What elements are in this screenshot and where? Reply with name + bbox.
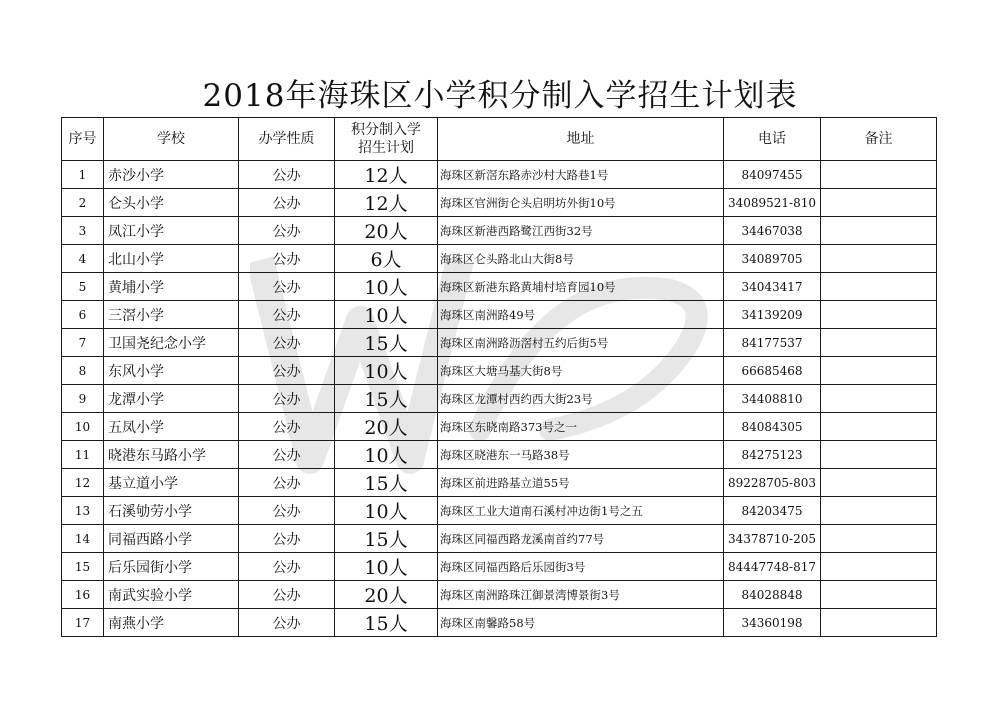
table-row — [62, 329, 937, 357]
row-school: 五凤小学 — [104, 413, 239, 441]
row-quota: 15人 — [335, 525, 438, 553]
row-phone: 34467038 — [724, 217, 821, 245]
row-note — [821, 441, 937, 469]
row-address: 海珠区新滘东路赤沙村大路巷1号 — [438, 161, 724, 189]
row-quota: 20人 — [335, 217, 438, 245]
row-address: 海珠区新港西路鹭江西街32号 — [438, 217, 724, 245]
row-nature: 公办 — [239, 413, 335, 441]
table-row — [62, 441, 937, 469]
row-school: 南武实验小学 — [104, 581, 239, 609]
row-phone: 34043417 — [724, 273, 821, 301]
row-nature: 公办 — [239, 161, 335, 189]
table-row — [62, 217, 937, 245]
row-school: 卫国尧纪念小学 — [104, 329, 239, 357]
row-nature: 公办 — [239, 497, 335, 525]
table-row — [62, 413, 937, 441]
row-address: 海珠区东晓南路373号之一 — [438, 413, 724, 441]
row-note — [821, 525, 937, 553]
row-note — [821, 301, 937, 329]
header-phone: 电话 — [724, 118, 821, 161]
row-address: 海珠区仑头路北山大街8号 — [438, 245, 724, 273]
table-row — [62, 301, 937, 329]
row-address: 海珠区同福西路龙溪南首约77号 — [438, 525, 724, 553]
row-quota: 15人 — [335, 609, 438, 637]
header-note: 备注 — [821, 118, 937, 161]
header-school: 学校 — [104, 118, 239, 161]
table-row — [62, 357, 937, 385]
header-nature: 办学性质 — [239, 118, 335, 161]
row-school: 北山小学 — [104, 245, 239, 273]
row-no: 3 — [62, 217, 104, 245]
row-address: 海珠区南馨路58号 — [438, 609, 724, 637]
row-note — [821, 469, 937, 497]
header-no: 序号 — [62, 118, 104, 161]
row-no: 10 — [62, 413, 104, 441]
row-school: 后乐园街小学 — [104, 553, 239, 581]
row-school: 晓港东马路小学 — [104, 441, 239, 469]
row-note — [821, 189, 937, 217]
row-phone: 84177537 — [724, 329, 821, 357]
row-address: 海珠区南洲路沥滘村五约后街5号 — [438, 329, 724, 357]
table-body — [62, 161, 937, 637]
table-row — [62, 273, 937, 301]
row-no: 2 — [62, 189, 104, 217]
row-quota: 15人 — [335, 329, 438, 357]
table-row — [62, 581, 937, 609]
row-note — [821, 609, 937, 637]
row-no: 1 — [62, 161, 104, 189]
row-phone: 84097455 — [724, 161, 821, 189]
table-row — [62, 245, 937, 273]
header-quota-line2: 招生计划 — [358, 140, 414, 156]
row-note — [821, 553, 937, 581]
row-phone: 84447748-817 — [724, 553, 821, 581]
row-note — [821, 161, 937, 189]
row-quota: 15人 — [335, 385, 438, 413]
row-phone: 34360198 — [724, 609, 821, 637]
row-quota: 12人 — [335, 161, 438, 189]
row-note — [821, 385, 937, 413]
row-address: 海珠区南洲路珠江御景湾博景街3号 — [438, 581, 724, 609]
row-school: 石溪劬劳小学 — [104, 497, 239, 525]
row-nature: 公办 — [239, 245, 335, 273]
row-quota: 10人 — [335, 301, 438, 329]
header-quota — [335, 118, 438, 161]
row-no: 7 — [62, 329, 104, 357]
row-quota: 6人 — [335, 245, 438, 273]
row-quota: 15人 — [335, 469, 438, 497]
row-address: 海珠区同福西路后乐园街3号 — [438, 553, 724, 581]
table-row — [62, 469, 937, 497]
row-quota: 10人 — [335, 441, 438, 469]
row-no: 16 — [62, 581, 104, 609]
row-nature: 公办 — [239, 581, 335, 609]
row-phone: 89228705-803 — [724, 469, 821, 497]
row-phone: 34089521-810 — [724, 189, 821, 217]
row-phone: 34089705 — [724, 245, 821, 273]
row-nature: 公办 — [239, 189, 335, 217]
row-nature: 公办 — [239, 553, 335, 581]
row-school: 基立道小学 — [104, 469, 239, 497]
row-phone: 66685468 — [724, 357, 821, 385]
row-address: 海珠区龙潭村西约西大街23号 — [438, 385, 724, 413]
row-nature: 公办 — [239, 301, 335, 329]
table-row — [62, 497, 937, 525]
row-quota: 20人 — [335, 413, 438, 441]
row-phone: 84084305 — [724, 413, 821, 441]
row-nature: 公办 — [239, 609, 335, 637]
row-quota: 12人 — [335, 189, 438, 217]
row-phone: 84203475 — [724, 497, 821, 525]
row-note — [821, 413, 937, 441]
row-school: 同福西路小学 — [104, 525, 239, 553]
row-school: 赤沙小学 — [104, 161, 239, 189]
row-no: 17 — [62, 609, 104, 637]
row-note — [821, 357, 937, 385]
row-address: 海珠区新港东路黄埔村培育园10号 — [438, 273, 724, 301]
row-no: 4 — [62, 245, 104, 273]
row-phone: 34139209 — [724, 301, 821, 329]
row-quota: 20人 — [335, 581, 438, 609]
row-nature: 公办 — [239, 525, 335, 553]
row-school: 三滘小学 — [104, 301, 239, 329]
row-nature: 公办 — [239, 273, 335, 301]
table-header-row — [62, 118, 937, 161]
enrollment-plan-table — [61, 117, 937, 637]
row-phone: 34378710-205 — [724, 525, 821, 553]
row-phone: 84028848 — [724, 581, 821, 609]
row-address: 海珠区官洲街仑头启明坊外街10号 — [438, 189, 724, 217]
row-school: 仑头小学 — [104, 189, 239, 217]
row-nature: 公办 — [239, 441, 335, 469]
row-quota: 10人 — [335, 497, 438, 525]
row-no: 12 — [62, 469, 104, 497]
row-school: 南燕小学 — [104, 609, 239, 637]
row-note — [821, 497, 937, 525]
row-school: 龙潭小学 — [104, 385, 239, 413]
row-phone: 34408810 — [724, 385, 821, 413]
row-address: 海珠区工业大道南石溪村冲边街1号之五 — [438, 497, 724, 525]
table-row — [62, 189, 937, 217]
table-row — [62, 385, 937, 413]
row-school: 黄埔小学 — [104, 273, 239, 301]
row-address: 海珠区大塘马基大街8号 — [438, 357, 724, 385]
row-nature: 公办 — [239, 385, 335, 413]
document-title: 2018年海珠区小学积分制入学招生计划表 — [202, 78, 798, 114]
row-nature: 公办 — [239, 329, 335, 357]
row-note — [821, 273, 937, 301]
row-address: 海珠区晓港东一马路38号 — [438, 441, 724, 469]
row-note — [821, 329, 937, 357]
table-row — [62, 525, 937, 553]
row-no: 14 — [62, 525, 104, 553]
row-no: 13 — [62, 497, 104, 525]
table-row — [62, 161, 937, 189]
header-quota-line1: 积分制入学 — [351, 122, 421, 138]
row-phone: 84275123 — [724, 441, 821, 469]
row-no: 11 — [62, 441, 104, 469]
row-no: 6 — [62, 301, 104, 329]
row-note — [821, 581, 937, 609]
header-address: 地址 — [438, 118, 724, 161]
row-school: 东风小学 — [104, 357, 239, 385]
row-address: 海珠区前进路基立道55号 — [438, 469, 724, 497]
row-nature: 公办 — [239, 357, 335, 385]
row-quota: 10人 — [335, 273, 438, 301]
row-no: 5 — [62, 273, 104, 301]
row-school: 凤江小学 — [104, 217, 239, 245]
row-no: 8 — [62, 357, 104, 385]
row-no: 9 — [62, 385, 104, 413]
row-quota: 10人 — [335, 357, 438, 385]
row-nature: 公办 — [239, 217, 335, 245]
table-row — [62, 553, 937, 581]
row-address: 海珠区南洲路49号 — [438, 301, 724, 329]
row-note — [821, 245, 937, 273]
row-quota: 10人 — [335, 553, 438, 581]
table-row — [62, 609, 937, 637]
row-note — [821, 217, 937, 245]
row-no: 15 — [62, 553, 104, 581]
row-nature: 公办 — [239, 469, 335, 497]
